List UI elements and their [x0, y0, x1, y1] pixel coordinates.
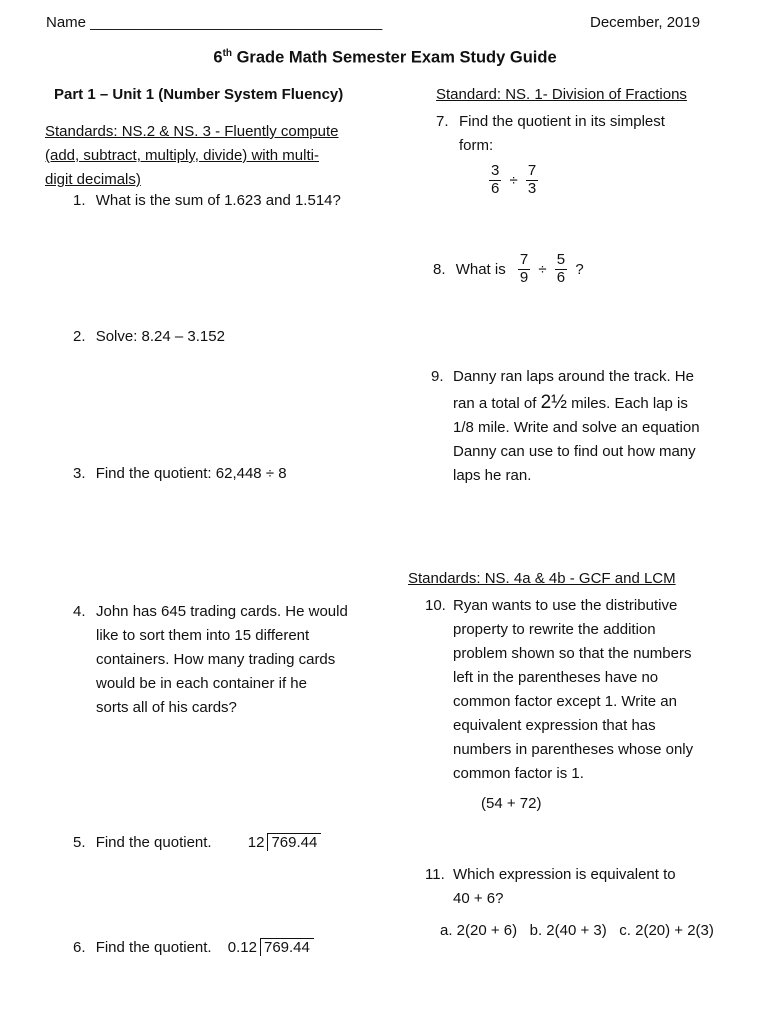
standards-line: (add, subtract, multiply, divide) with multi-	[45, 147, 319, 164]
name-label: Name	[46, 14, 87, 31]
question-text: Solve: 8.24 – 3.152	[95, 328, 225, 345]
question-3	[73, 465, 287, 482]
question-line: common factor except 1. Write an	[453, 693, 677, 710]
standard-ns4: Standards: NS. 4a & 4b - GCF and LCM	[408, 570, 676, 587]
standards-line: Standards: NS.2 & NS. 3 - Fluently compute	[45, 123, 339, 140]
divide-operator: ÷	[509, 171, 518, 189]
question-7	[436, 110, 665, 158]
fraction	[526, 163, 538, 197]
question-line: would be in each container if he	[96, 675, 307, 692]
numerator: 7	[527, 162, 537, 179]
question-line: property to rewrite the addition	[453, 621, 656, 638]
question-line: laps he ran.	[453, 467, 532, 484]
mixed-number: 2½	[540, 392, 567, 413]
fraction	[518, 252, 530, 286]
question-number: 10.	[425, 597, 446, 614]
question-line: John has 645 trading cards. He would	[96, 603, 348, 620]
question-text: miles. Each lap is	[566, 395, 688, 412]
question-text: Find the quotient.	[95, 834, 212, 851]
part-heading: Part 1 – Unit 1 (Number System Fluency)	[54, 86, 344, 103]
question-line: equivalent expression that has	[453, 717, 656, 734]
question-4	[73, 600, 348, 720]
standards-line: digit decimals)	[45, 171, 141, 188]
question-line: common factor is 1.	[453, 765, 584, 782]
denominator: 9	[519, 268, 529, 286]
name-line	[46, 14, 382, 31]
question-text: What is	[455, 260, 506, 278]
q10-expression: (54 + 72)	[481, 795, 542, 812]
question-line: 40 + 6?	[453, 890, 504, 907]
question-line: containers. How many trading cards	[96, 651, 336, 668]
question-2	[73, 328, 225, 345]
dividend: 769.44	[267, 833, 321, 851]
denominator: 6	[491, 179, 500, 197]
question-line: Which expression is equivalent to	[453, 866, 676, 883]
question-number: 11.	[425, 866, 445, 883]
question-number: 7.	[436, 113, 449, 130]
question-number: 8.	[433, 260, 446, 278]
long-division	[228, 939, 314, 956]
question-line: Ryan wants to use the distributive	[453, 597, 678, 614]
question-line: 1/8 mile. Write and solve an equation	[453, 419, 700, 436]
divisor: 0.12	[227, 939, 257, 956]
question-line	[453, 391, 700, 416]
question-number: 5.	[73, 834, 86, 851]
question-line: Danny ran laps around the track. He	[453, 368, 694, 385]
question-1	[73, 192, 341, 209]
name-blank: ___________________________________	[90, 14, 383, 31]
question-5	[73, 834, 321, 851]
question-6	[73, 939, 314, 956]
question-line: numbers in parentheses whose only	[453, 741, 694, 758]
q7-expression	[487, 163, 540, 197]
dividend: 769.44	[260, 938, 314, 956]
long-division	[248, 834, 322, 851]
question-line: left in the parentheses have no	[453, 669, 659, 686]
question-number: 9.	[431, 368, 444, 385]
denominator: 6	[556, 268, 566, 286]
fraction	[555, 252, 567, 286]
question-text: What is the sum of 1.623 and 1.514?	[95, 192, 341, 209]
numerator: 7	[519, 251, 529, 268]
question-line: Find the quotient in its simplest	[459, 113, 665, 130]
question-number: 1.	[73, 192, 86, 209]
question-number: 4.	[73, 603, 86, 620]
numerator: 3	[491, 162, 500, 179]
title-grade: 6	[213, 48, 223, 67]
question-number: 2.	[73, 328, 86, 345]
date: December, 2019	[590, 14, 701, 31]
fraction	[489, 163, 501, 197]
question-mark: ?	[575, 260, 584, 278]
question-8	[431, 252, 586, 286]
numerator: 5	[556, 251, 566, 268]
divisor: 12	[247, 834, 265, 851]
question-text: Find the quotient: 62,448 ÷ 8	[95, 465, 287, 482]
title-rest: Grade Math Semester Exam Study Guide	[232, 48, 557, 67]
page-title	[0, 48, 770, 68]
question-line: like to sort them into 15 different	[96, 627, 310, 644]
q11-choices: a. 2(20 + 6) b. 2(40 + 3) c. 2(20) + 2(3)	[440, 922, 714, 939]
question-line: sorts all of his cards?	[96, 699, 237, 716]
question-text: ran a total of	[453, 395, 541, 412]
question-line: form:	[459, 137, 494, 154]
question-number: 6.	[73, 939, 86, 956]
standard-ns1: Standard: NS. 1- Division of Fractions	[436, 86, 687, 103]
question-line: problem shown so that the numbers	[453, 645, 692, 662]
question-10	[425, 594, 693, 786]
title-grade-suffix: th	[222, 48, 233, 59]
question-11	[425, 863, 676, 911]
question-9	[431, 365, 700, 488]
question-number: 3.	[73, 465, 86, 482]
question-line: Danny can use to find out how many	[453, 443, 696, 460]
question-text: Find the quotient.	[95, 939, 212, 956]
standards-ns2-ns3	[45, 120, 338, 192]
denominator: 3	[527, 179, 537, 197]
divide-operator: ÷	[538, 260, 547, 278]
